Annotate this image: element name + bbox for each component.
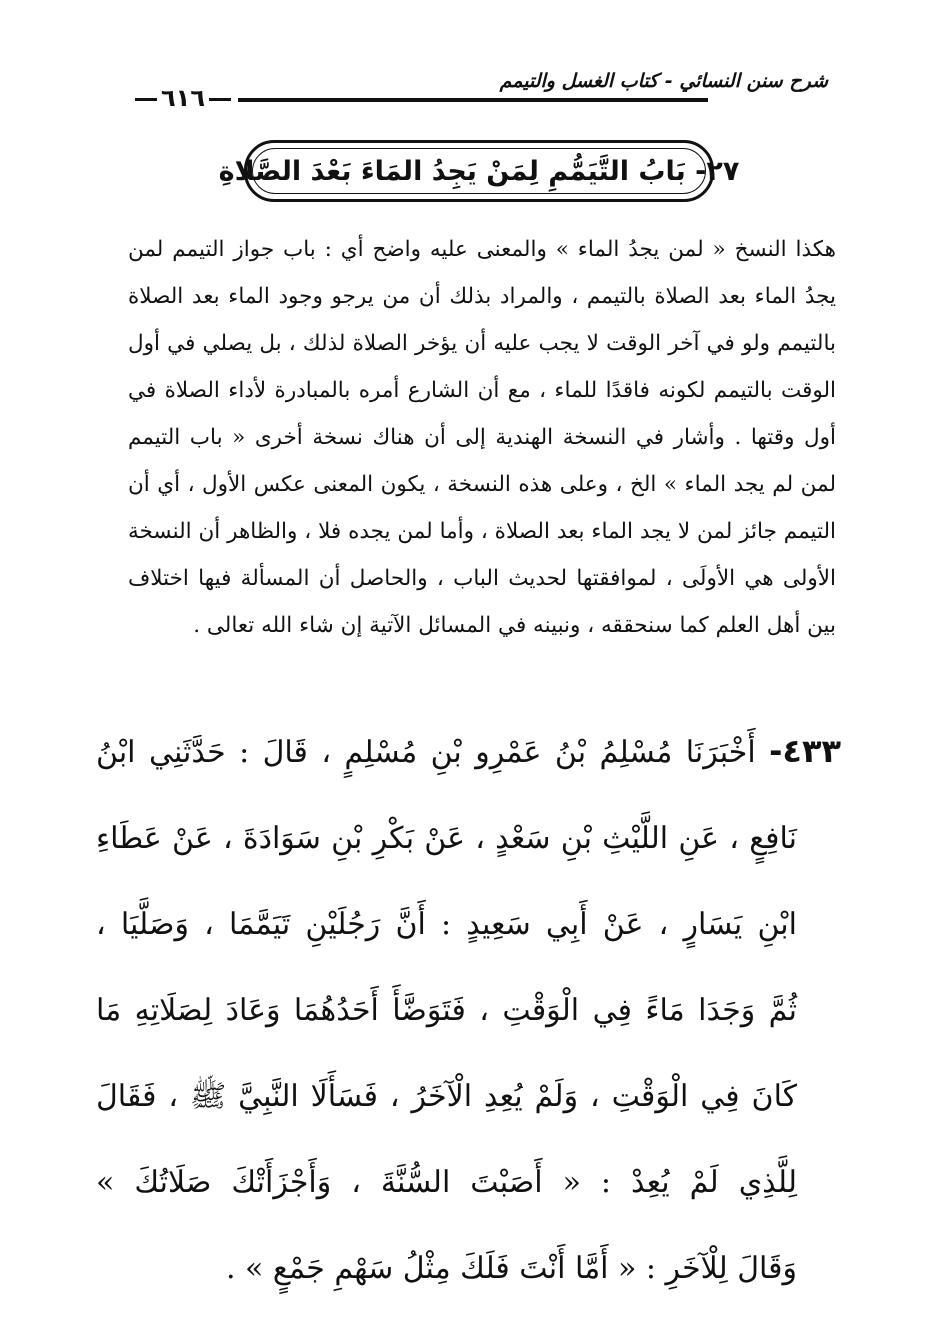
page-number — [128, 84, 238, 112]
hadith-line-1 — [96, 708, 841, 796]
chapter-heading: ٢٧- بَابُ التَّيَمُّمِ لِمَنْ يَجِدُ المَاءَ بَعْدَ الصَّلاةِ — [218, 155, 740, 187]
chapter-heading-frame — [218, 140, 740, 202]
hadith-number: ٤٣٣- — [769, 732, 841, 770]
hadith-line-2: نَافِعٍ ، عَنِ اللَّيْثِ بْنِ سَعْدٍ ، عَنْ بَكْرِ بْنِ سَوَادَةَ ، عَنْ عَطَاءِ — [96, 821, 797, 856]
hadith-block — [96, 708, 841, 1312]
hadith-line-text: أَخْبَرَنَا مُسْلِمُ بْنُ عَمْرِو بْنِ مُسْلِمٍ ، قَالَ : حَدَّثَنِي ابْنُ — [96, 735, 756, 770]
page-number-text: ٦١٦ — [161, 84, 205, 112]
hadith-line-3: ابْنِ يَسَارٍ ، عَنْ أَبِي سَعِيدٍ : أَنَّ رَجُلَيْنِ تَيَمَّمَا ، وَصَلَّيَا ، — [96, 907, 797, 942]
hadith-line-6: لِلَّذِي لَمْ يُعِدْ : « أَصَبْتَ السُّنَّةَ ، وَأَجْزَأَتْكَ صَلَاتُكَ » — [96, 1165, 797, 1200]
running-header — [128, 70, 828, 110]
commentary-paragraph: هكذا النسخ « لمن يجدُ الماء » والمعنى عليه واضح أي : باب جواز التيمم لمن يجدُ الماء بعد الصلاة بالتيمم ، والمراد بذلك أن من يرجو وجود الماء بعد الصلاة بالتيمم ولو في آخر الوقت لا يجب عليه أن يؤخر الصلاة لذلك ، بل يصلي في أول الوقت بالتيمم لكونه فاقدًا للماء ، مع أن الشارع أمره بالمبادرة لأداء الصلاة في أول وقتها . وأشار في النسخة الهندية إلى أن هناك نسخة أخرى « باب التيمم لمن لم يجد الماء » الخ ، وعلى هذه النسخة ، يكون المعنى عكس الأول ، أي أن التيمم جائز لمن لا يجد الماء بعد الصلاة ، وأما لمن يجده فلا ، والظاهر أن النسخة الأولى هي الأولَى ، لموافقتها لحديث الباب ، والحاصل أن المسألة فيها اختلاف بين أهل العلم كما سنحققه ، ونبينه في المسائل الآتية إن شاء الله تعالى . — [128, 237, 836, 638]
running-header-title: شرح سنن النسائي - كتاب الغسل والتيمم — [499, 70, 828, 92]
hadith-line-5: كَانَ فِي الْوَقْتِ ، وَلَمْ يُعِدِ الْآخَرُ ، فَسَأَلَا النَّبِيَّ ﷺ ، فَقَالَ — [96, 1079, 797, 1114]
hadith-line-7: وَقَالَ لِلْآخَرِ : « أَمَّا أَنْتَ فَلَكَ مِثْلُ سَهْمِ جَمْعٍ » . — [225, 1251, 797, 1286]
hadith-line-4: ثُمَّ وَجَدَا مَاءً فِي الْوَقْتِ ، فَتَوَضَّأَ أَحَدُهُمَا وَعَادَ لِصَلَاتِهِ مَا — [96, 993, 797, 1028]
